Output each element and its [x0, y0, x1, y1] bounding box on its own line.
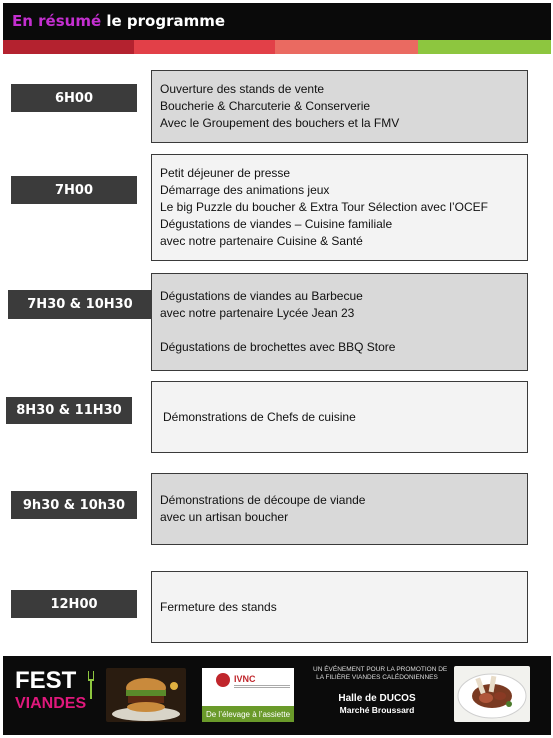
page-title: [12, 12, 225, 30]
time-badge: 9h30 & 10h30: [11, 491, 137, 519]
schedule-item: [151, 273, 528, 371]
item-line: Démarrage des animations jeux: [160, 183, 330, 197]
event-line-1: UN ÉVÉNEMENT POUR LA PROMOTION DE: [313, 666, 448, 673]
ivnc-mark-icon: [216, 673, 230, 687]
item-line: Démonstrations de Chefs de cuisine: [163, 409, 356, 424]
time-badge: 8H30 & 11H30: [6, 397, 132, 424]
fork-icon: [87, 671, 95, 699]
item-line: Boucherie & Charcuterie & Conserverie: [160, 99, 371, 113]
title-accent: En résumé: [12, 12, 102, 30]
item-line: Avec le Groupement des bouchers et la FMV: [160, 116, 400, 130]
schedule-item: [151, 473, 528, 545]
schedule-item: [151, 154, 528, 261]
schedule-item: [151, 70, 528, 143]
item-line: avec notre partenaire Cuisine & Santé: [160, 234, 363, 248]
item-line: Le big Puzzle du boucher & Extra Tour Sélection avec l’OCEF: [160, 200, 488, 214]
time-badge: 12H00: [11, 590, 137, 618]
event-venue: Halle de DUCOS: [338, 693, 416, 704]
item-line: avec un artisan boucher: [160, 510, 289, 524]
footer-banner: [3, 656, 551, 735]
time-badge: 7H00: [11, 176, 137, 204]
color-stripes: [3, 40, 551, 54]
item-line: Démonstrations de découpe de viande: [160, 493, 366, 507]
stripe-1: [3, 40, 134, 54]
time-badge: 7H30 & 10H30: [8, 290, 152, 319]
item-line: Petit déjeuner de presse: [160, 166, 291, 180]
festi-viandes-logo: [15, 668, 97, 720]
viandes-logo-text: VIANDES: [15, 695, 87, 712]
ivnc-divider: [234, 685, 290, 688]
festi-logo-text: FEST: [15, 667, 77, 694]
item-line: Dégustations de viandes – Cuisine familiale: [160, 217, 393, 231]
event-line-2: LA FILIÈRE VIANDES CALÉDONIENNES: [316, 674, 438, 681]
item-line: Fermeture des stands: [160, 599, 277, 614]
stripe-3: [275, 40, 418, 54]
ivnc-tagline: De l’élevage à l’assiette: [202, 706, 294, 722]
ivnc-logo: [202, 668, 294, 722]
schedule-item: [151, 381, 528, 453]
stripe-4: [418, 40, 551, 54]
event-info: [313, 666, 448, 726]
item-line: Ouverture des stands de vente: [160, 82, 325, 96]
item-line: [160, 322, 527, 339]
meat-dish-photo: [454, 666, 530, 722]
time-badge: 6H00: [11, 84, 137, 112]
item-line: avec notre partenaire Lycée Jean 23: [160, 306, 355, 320]
burger-photo: [106, 668, 186, 722]
ivnc-label: IVNC: [234, 674, 256, 684]
header-bar: [3, 3, 551, 40]
item-line: Dégustations de viandes au Barbecue: [160, 289, 363, 303]
title-rest: le programme: [101, 12, 226, 30]
stripe-2: [134, 40, 275, 54]
item-line: Dégustations de brochettes avec BBQ Store: [160, 340, 396, 354]
event-market: Marché Broussard: [339, 705, 415, 715]
schedule-item: [151, 571, 528, 643]
